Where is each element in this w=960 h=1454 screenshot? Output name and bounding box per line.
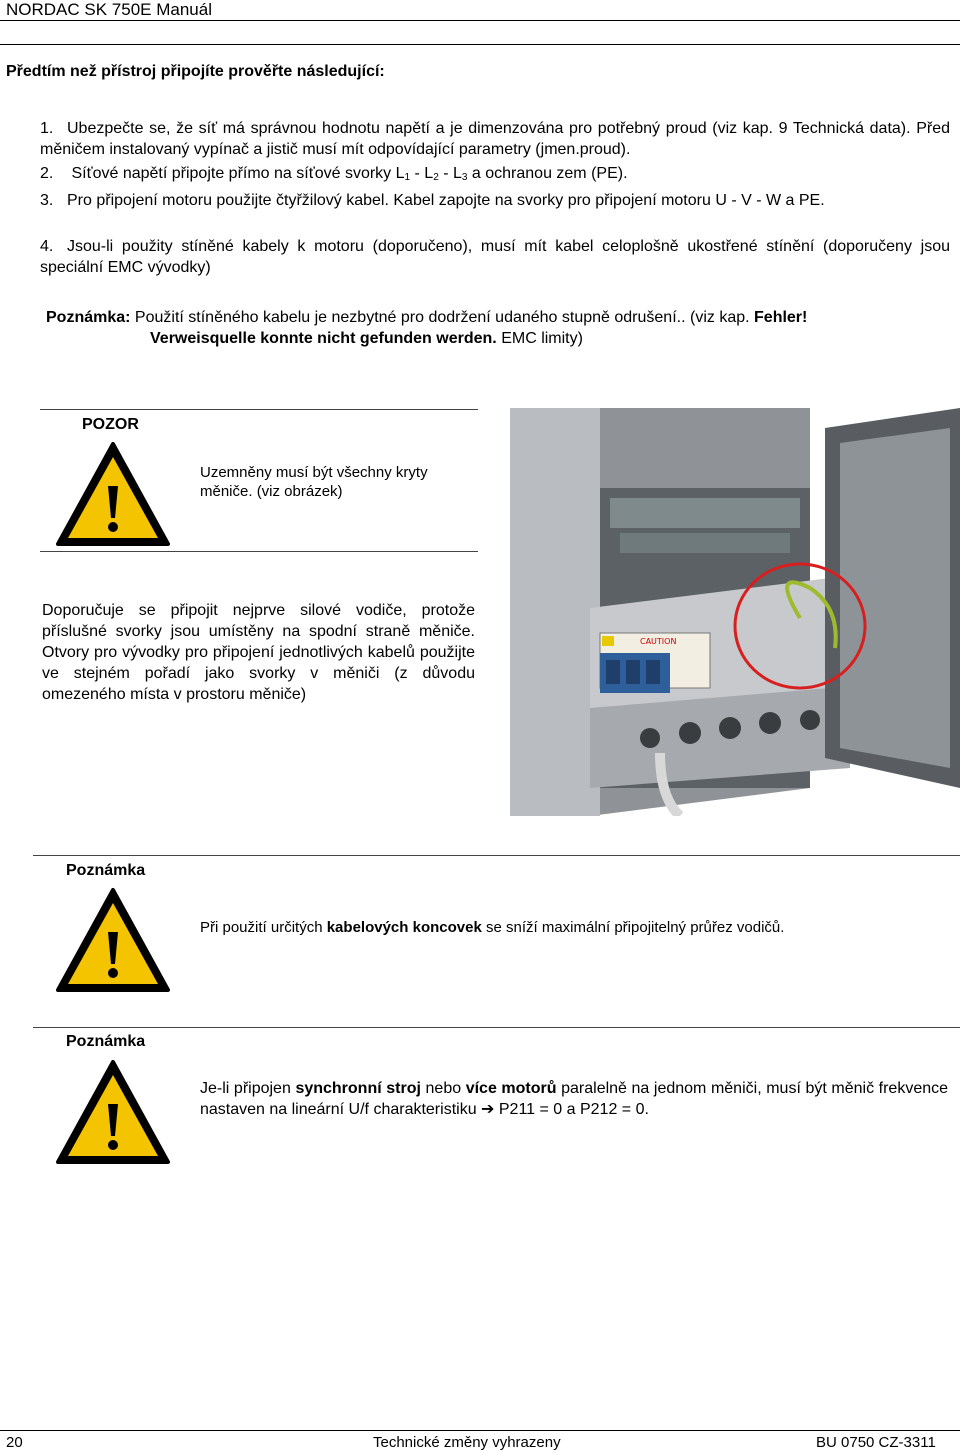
note3-title: Poznámka [66, 1033, 146, 1050]
list-text: - L [438, 165, 462, 182]
note3-text-part: Je-li připojen [200, 1080, 296, 1097]
list-number: 3. [40, 192, 54, 209]
photo-label: CAUTION [640, 637, 677, 646]
section-divider [0, 44, 960, 45]
intro-heading: Předtím než přístroj připojíte prověřte následující: [6, 63, 385, 80]
arrow-right-icon: ➔ [481, 1101, 495, 1118]
subscript: 1 [404, 172, 411, 183]
note-label: Poznámka: [46, 309, 131, 326]
subscript: 3 [461, 172, 468, 183]
note3-top-rule [33, 1027, 960, 1028]
note2-text [200, 918, 940, 937]
box-top-rule [40, 409, 478, 410]
list-item [40, 190, 950, 211]
list-item [40, 236, 950, 278]
list-text: - L [410, 165, 434, 182]
note2-text-part: se sníží maximální připojitelný průřez vodičů. [481, 919, 785, 936]
note2-top-rule [33, 855, 960, 856]
list-text: Jsou-li použity stíněné kabely k motoru (doporučeno), musí mít kabel celoplošně ukostřené stínění (doporučeny jsou speciální EMC vývodky) [40, 238, 950, 276]
list-item [40, 163, 950, 188]
instruction-paragraph: Doporučuje se připojit nejprve silové vodiče, protože příslušné svorky jsou umístěny na spodní straně měniče. Otvory pro vývodky pro připojení jednotlivých kabelů použijte ve stejném pořadí jako svorky v měniči (z důvodu omezeného místa v prostoru měniče) [42, 602, 475, 703]
box-bottom-rule [40, 551, 478, 552]
note3-text-part: paralelně na jednom měniči, musí být měnič frekvence nastaven na lineární U/f charakteristiku [200, 1080, 949, 1118]
list-number: 2. [40, 165, 54, 182]
warning-triangle-icon [54, 440, 172, 548]
note-block [46, 307, 952, 328]
pozor-text: Uzemněny musí být všechny kryty měniče. (viz obrázek) [200, 464, 428, 500]
doc-code: BU 0750 CZ-3311 [816, 1434, 936, 1451]
header-title: NORDAC SK 750E Manuál [6, 0, 212, 19]
page-number: 20 [6, 1434, 23, 1451]
list-item [40, 118, 950, 160]
note3-text-part: P211 = 0 a P212 = 0. [494, 1101, 649, 1118]
subscript: 2 [433, 172, 439, 183]
note-error: Verweisquelle konnte nicht gefunden werden. [150, 330, 497, 347]
list-number: 4. [40, 238, 54, 255]
note-block-continued [150, 328, 950, 349]
note-text: EMC limity) [501, 330, 583, 347]
list-text: Síťové napětí připojte přímo na síťové svorky L [71, 165, 405, 182]
list-number: 1. [40, 120, 54, 137]
warning-triangle-icon [54, 886, 172, 994]
note-text: Použití stíněného kabelu je nezbytné pro dodržení udaného stupně odrušení.. (viz kap. [134, 309, 750, 326]
list-text: a ochranou zem (PE). [467, 165, 628, 182]
footer-center: Technické změny vyhrazeny [373, 1434, 561, 1451]
note2-text-part: Při použití určitých [200, 919, 327, 936]
note3-text [200, 1078, 948, 1120]
note3-bold: synchronní stroj [295, 1080, 421, 1097]
warning-triangle-icon [54, 1058, 172, 1166]
note3-bold: více motorů [465, 1080, 557, 1097]
note-error: Fehler! [754, 309, 808, 326]
list-text: Pro připojení motoru použijte čtyřžilový kabel. Kabel zapojte na svorky pro připojení motoru U - V - W a PE. [67, 192, 825, 209]
note2-bold: kabelových koncovek [326, 919, 482, 936]
list-text: Ubezpečte se, že síť má správnou hodnotu napětí a je dimenzována pro potřebný proud (viz kap. 9 Technická data). Před měničem instalovaný vypínač a jistič musí mít odpovídající parametry (jmen.proud). [40, 120, 950, 158]
note3-text-part: nebo [420, 1080, 466, 1097]
inverter-photo [510, 408, 960, 816]
note2-title: Poznámka [66, 862, 146, 879]
header-divider [0, 20, 960, 21]
pozor-title: POZOR [82, 416, 139, 433]
footer-divider [0, 1430, 960, 1431]
